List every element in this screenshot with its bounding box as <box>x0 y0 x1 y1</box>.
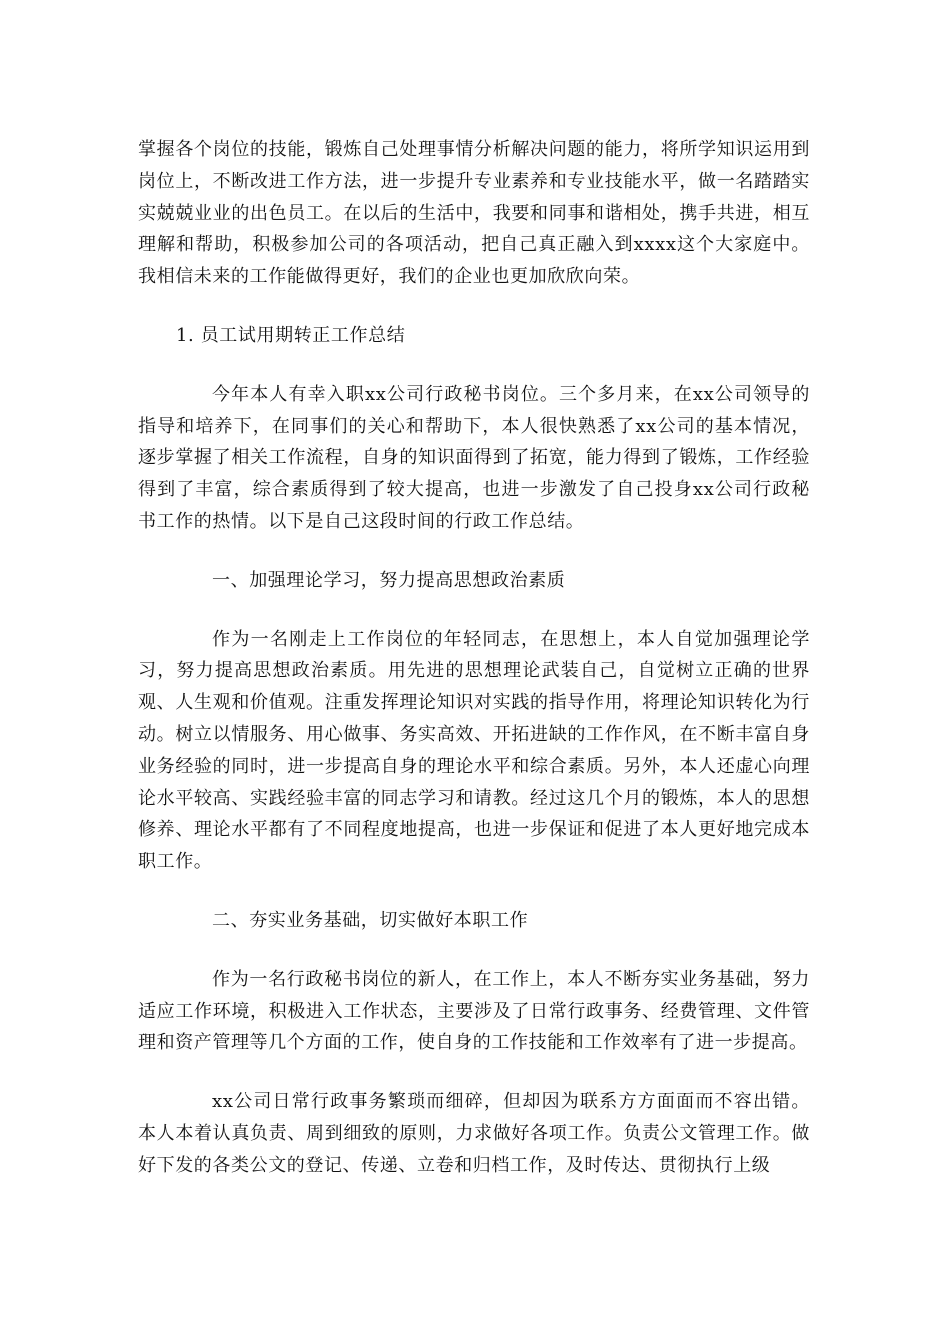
paragraph-intro-continuation: 掌握各个岗位的技能，锻炼自己处理事情分析解决问题的能力，将所学知识运用到岗位上，不断改进工作方法，进一步提升专业素养和专业技能水平，做一名踏踏实实兢兢业业的出色员工。在以后的生活中，我要和同事和谐相处，携手共进，相互理解和帮助，积极参加公司的各项活动，把自己真正融入到xxxx这个大家庭中。我相信未来的工作能做得更好，我们的企业也更加欣欣向荣。 <box>138 139 810 288</box>
section-title-probation-summary: 1. 员工试用期转正工作总结 <box>176 324 406 346</box>
paragraph-business-foundation: 作为一名行政秘书岗位的新人，在工作上，本人不断夯实业务基础，努力适应工作环境，积极进入工作状态，主要涉及了日常行政事务、经费管理、文件管理和资产管理等几个方面的工作，使自身的工作技能和工作效率有了进一步提高。 <box>138 968 810 1054</box>
paragraph-daily-admin-affairs: xx公司日常行政事务繁琐而细碎，但却因为联系方方面面而不容出错。本人本着认真负责、周到细致的原则，力求做好各项工作。负责公文管理工作。做好下发的各类公文的登记、传递、立卷和归档工作，及时传达、贯彻执行上级 <box>138 1091 810 1176</box>
paragraph-theory-study: 作为一名刚走上工作岗位的年轻同志，在思想上，本人自觉加强理论学习，努力提高思想政治素质。用先进的思想理论武装自己，自觉树立正确的世界观、人生观和价值观。注重发挥理论知识对实践的指导作用，将理论知识转化为行动。树立以情服务、用心做事、务实高效、开拓进缺的工作作风，在不断丰富自身业务经验的同时，进一步提高自身的理论水平和综合素质。另外，本人还虚心向理论水平较高、实践经验丰富的同志学习和请教。经过这几个月的锻炼，本人的思想修养、理论水平都有了不同程度地提高，也进一步保证和促进了本人更好地完成本职工作。 <box>138 628 810 873</box>
heading-business-foundation: 二、夯实业务基础，切实做好本职工作 <box>212 909 529 931</box>
heading-theory-study: 一、加强理论学习，努力提高思想政治素质 <box>212 569 566 591</box>
document-body <box>138 134 810 1182</box>
paragraph-introduction: 今年本人有幸入职xx公司行政秘书岗位。三个多月来，在xx公司领导的指导和培养下，在同事们的关心和帮助下，本人很快熟悉了xx公司的基本情况，逐步掌握了相关工作流程，自身的知识面得到了拓宽，能力得到了锻炼，工作经验得到了丰富，综合素质得到了较大提高，也进一步激发了自己投身xx公司行政秘书工作的热情。以下是自己这段时间的行政工作总结。 <box>138 383 810 532</box>
